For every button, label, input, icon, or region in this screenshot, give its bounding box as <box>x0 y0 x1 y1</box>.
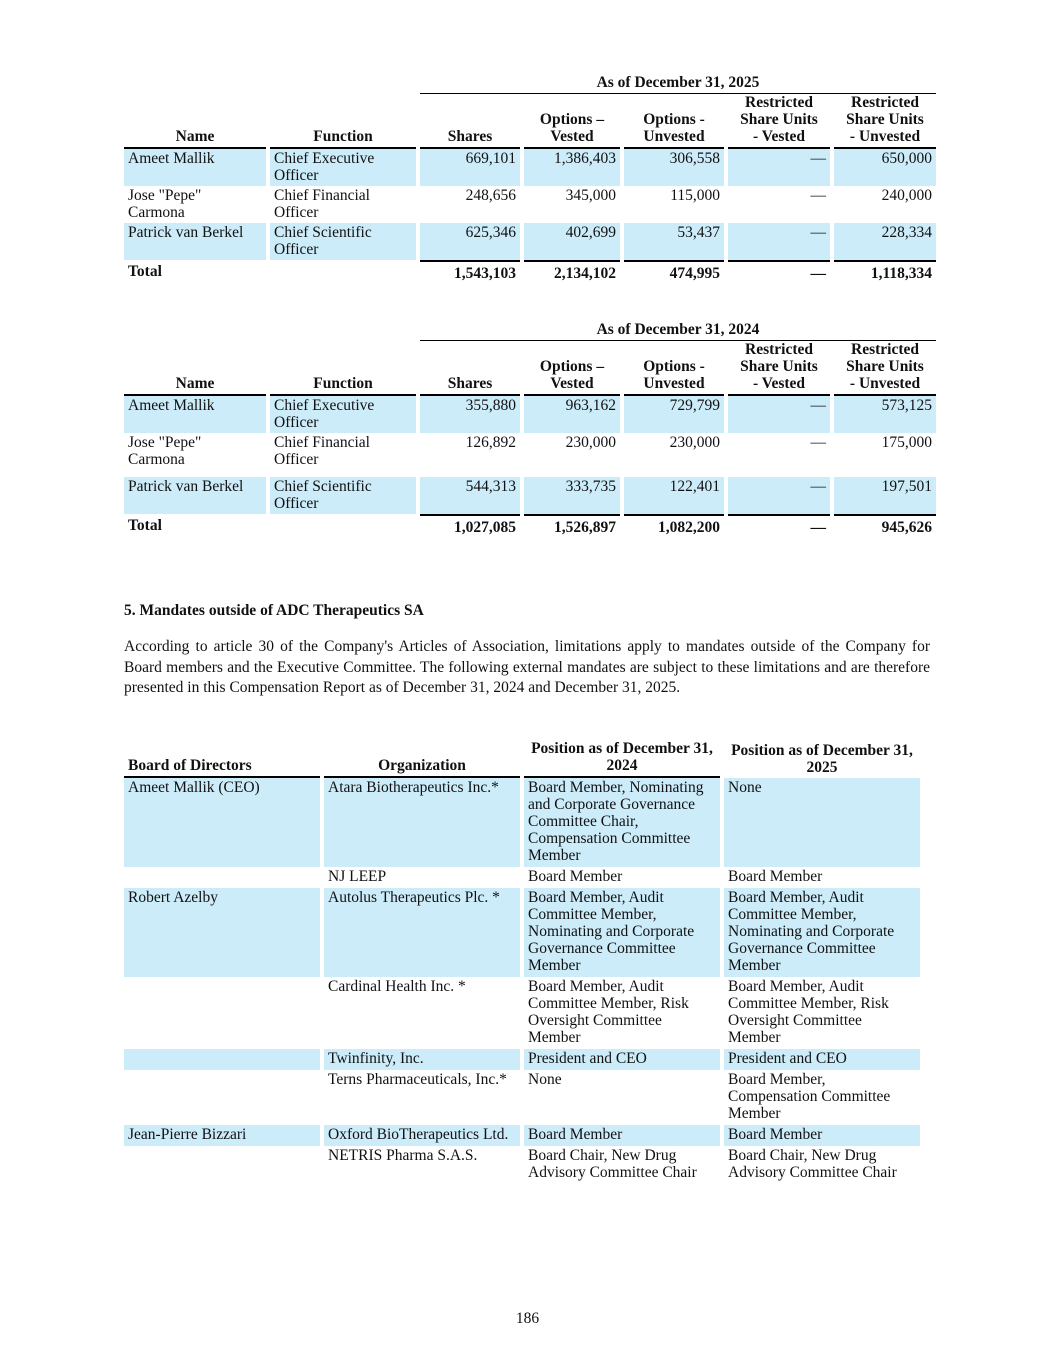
cell-options-unvested: 729,799 <box>624 396 724 433</box>
cell-director <box>124 1049 320 1070</box>
cell-position-2025: Board Member, Compensation Committee Member <box>728 1071 891 1122</box>
total-options-unvested: 474,995 <box>624 260 724 284</box>
cell-name: Ameet Mallik <box>124 396 266 433</box>
table-row <box>124 1146 920 1184</box>
section-title: 5. Mandates outside of ADC Therapeutics SA <box>124 602 424 619</box>
mandates-table <box>124 740 924 1184</box>
cell-organization: Terns Pharmaceuticals, Inc.* <box>328 1071 507 1088</box>
cell-position-2025: President and CEO <box>724 1049 920 1070</box>
cell-options-unvested: 122,401 <box>624 477 724 514</box>
cell-function: Chief Financial Officer <box>274 187 370 221</box>
table-row <box>124 433 936 477</box>
cell-function: Chief Scientific Officer <box>270 223 416 260</box>
cell-name: Patrick van Berkel <box>124 477 266 514</box>
cell-options-vested: 230,000 <box>565 434 616 451</box>
cell-name: Ameet Mallik <box>124 149 266 186</box>
cell-organization: Cardinal Health Inc. * <box>328 978 466 995</box>
table-row <box>124 149 936 186</box>
col-options-vested: Options – Vested <box>524 341 620 396</box>
total-row <box>124 260 936 284</box>
cell-organization: Oxford BioTherapeutics Ltd. <box>324 1125 520 1146</box>
col-rsu-unvested: Restricted Share Units - Unvested <box>834 94 936 149</box>
cell-rsu-unvested: 240,000 <box>881 187 933 204</box>
cell-function: Chief Scientific Officer <box>270 477 416 514</box>
total-shares: 1,543,103 <box>420 260 520 284</box>
col-options-unvested: Options - Unvested <box>624 341 724 396</box>
table-row <box>124 223 936 260</box>
cell-rsu-vested: — <box>728 223 830 260</box>
cell-rsu-vested: — <box>728 396 830 433</box>
col-position-2025: Position as of December 31, 2025 <box>731 742 913 776</box>
group-header: As of December 31, 2024 <box>420 321 936 341</box>
cell-position-2024: Board Member, Audit Committee Member, Nominating and Corporate Governance Committee Member <box>524 888 720 977</box>
total-rsu-unvested: 945,626 <box>834 514 936 538</box>
cell-function: Chief Executive Officer <box>270 149 416 186</box>
table-row <box>124 778 920 867</box>
col-function: Function <box>270 341 416 396</box>
table-row <box>124 867 920 888</box>
col-options-unvested: Options - Unvested <box>624 94 724 149</box>
cell-position-2024: President and CEO <box>524 1049 720 1070</box>
cell-rsu-unvested: 228,334 <box>834 223 936 260</box>
cell-position-2024: Board Chair, New Drug Advisory Committee Chair <box>528 1147 697 1181</box>
col-name: Name <box>124 341 266 396</box>
cell-organization: NETRIS Pharma S.A.S. <box>328 1147 478 1164</box>
col-rsu-unvested: Restricted Share Units - Unvested <box>834 341 936 396</box>
total-label: Total <box>128 517 162 534</box>
col-organization: Organization <box>324 740 520 778</box>
col-position-2024: Position as of December 31, 2024 <box>524 740 720 778</box>
table-row <box>124 1125 920 1146</box>
table-row <box>124 477 936 514</box>
cell-position-2025: Board Member <box>724 1125 920 1146</box>
cell-organization: NJ LEEP <box>328 868 387 885</box>
cell-rsu-vested: — <box>728 149 830 186</box>
table-row <box>124 1049 920 1070</box>
cell-director <box>124 1146 320 1184</box>
cell-position-2024: Board Member, Nominating and Corporate Governance Committee Chair, Compensation Committee Member <box>524 778 720 867</box>
cell-shares: 625,346 <box>420 223 520 260</box>
table-row <box>124 1070 920 1125</box>
cell-shares: 126,892 <box>465 434 516 451</box>
cell-options-vested: 333,735 <box>524 477 620 514</box>
col-function: Function <box>270 94 416 149</box>
col-rsu-vested: Restricted Share Units - Vested <box>728 94 830 149</box>
cell-options-unvested: 115,000 <box>670 187 720 204</box>
cell-function: Chief Financial Officer <box>274 434 370 468</box>
cell-shares: 248,656 <box>465 187 516 204</box>
group-header: As of December 31, 2025 <box>420 74 936 94</box>
cell-director <box>124 1070 320 1125</box>
col-rsu-vested: Restricted Share Units - Vested <box>728 341 830 396</box>
total-options-vested: 1,526,897 <box>524 514 620 538</box>
cell-options-unvested: 306,558 <box>624 149 724 186</box>
total-row <box>124 514 936 538</box>
total-shares: 1,027,085 <box>420 514 520 538</box>
holdings-table-2025 <box>124 74 933 284</box>
cell-rsu-unvested: 197,501 <box>834 477 936 514</box>
total-rsu-vested: — <box>728 260 830 284</box>
cell-options-unvested: 230,000 <box>669 434 720 451</box>
col-shares: Shares <box>420 341 520 396</box>
cell-options-vested: 345,000 <box>565 187 616 204</box>
table-row <box>124 888 920 977</box>
cell-name: Jose "Pepe" Carmona <box>128 434 202 468</box>
col-board-of-directors: Board of Directors <box>124 740 320 778</box>
table-row <box>124 977 920 1049</box>
cell-options-vested: 1,386,403 <box>524 149 620 186</box>
cell-rsu-unvested: 650,000 <box>834 149 936 186</box>
cell-organization: Autolus Therapeutics Plc. * <box>324 888 520 977</box>
cell-rsu-vested: — <box>728 477 830 514</box>
cell-position-2025: Board Member, Audit Committee Member, Nominating and Corporate Governance Committee Member <box>724 888 920 977</box>
cell-director <box>124 867 320 888</box>
cell-position-2025: Board Member <box>728 868 823 885</box>
cell-director <box>124 977 320 1049</box>
cell-director: Robert Azelby <box>124 888 320 977</box>
cell-position-2024: Board Member <box>528 868 623 885</box>
col-shares: Shares <box>420 94 520 149</box>
cell-director: Jean-Pierre Bizzari <box>124 1125 320 1146</box>
cell-options-vested: 963,162 <box>524 396 620 433</box>
cell-options-vested: 402,699 <box>524 223 620 260</box>
cell-shares: 544,313 <box>420 477 520 514</box>
total-label: Total <box>128 263 162 280</box>
cell-position-2024: Board Member <box>524 1125 720 1146</box>
cell-rsu-vested: — <box>810 434 826 451</box>
total-rsu-unvested: 1,118,334 <box>834 260 936 284</box>
cell-options-unvested: 53,437 <box>624 223 724 260</box>
cell-director: Ameet Mallik (CEO) <box>124 778 320 867</box>
cell-rsu-unvested: 573,125 <box>834 396 936 433</box>
cell-shares: 355,880 <box>420 396 520 433</box>
total-options-unvested: 1,082,200 <box>624 514 724 538</box>
cell-organization: Twinfinity, Inc. <box>324 1049 520 1070</box>
total-options-vested: 2,134,102 <box>524 260 620 284</box>
section-paragraph: According to article 30 of the Company's Articles of Association, limitations apply to mandates outside of the Company for Board members and the Executive Committee. The following external mandates are subject to these limitations and are therefore presented in this Compensation Report as of December 31, 2024 and December 31, 2025. <box>124 638 930 696</box>
cell-position-2025: Board Member, Audit Committee Member, Risk Oversight Committee Member <box>728 978 889 1046</box>
cell-rsu-vested: — <box>810 187 826 204</box>
col-name: Name <box>124 94 266 149</box>
cell-position-2024: Board Member, Audit Committee Member, Risk Oversight Committee Member <box>528 978 689 1046</box>
cell-position-2024: None <box>528 1071 562 1088</box>
holdings-table-2024 <box>124 321 933 538</box>
cell-shares: 669,101 <box>420 149 520 186</box>
cell-position-2025: Board Chair, New Drug Advisory Committee Chair <box>728 1147 897 1181</box>
cell-organization: Atara Biotherapeutics Inc.* <box>324 778 520 867</box>
cell-function: Chief Executive Officer <box>270 396 416 433</box>
cell-position-2025: None <box>724 778 920 867</box>
cell-name: Patrick van Berkel <box>124 223 266 260</box>
table-row <box>124 396 936 433</box>
cell-name: Jose "Pepe" Carmona <box>128 187 202 221</box>
col-options-vested: Options – Vested <box>524 94 620 149</box>
table-row <box>124 186 936 223</box>
page-number: 186 <box>515 1310 540 1327</box>
total-rsu-vested: — <box>728 514 830 538</box>
cell-rsu-unvested: 175,000 <box>881 434 933 451</box>
